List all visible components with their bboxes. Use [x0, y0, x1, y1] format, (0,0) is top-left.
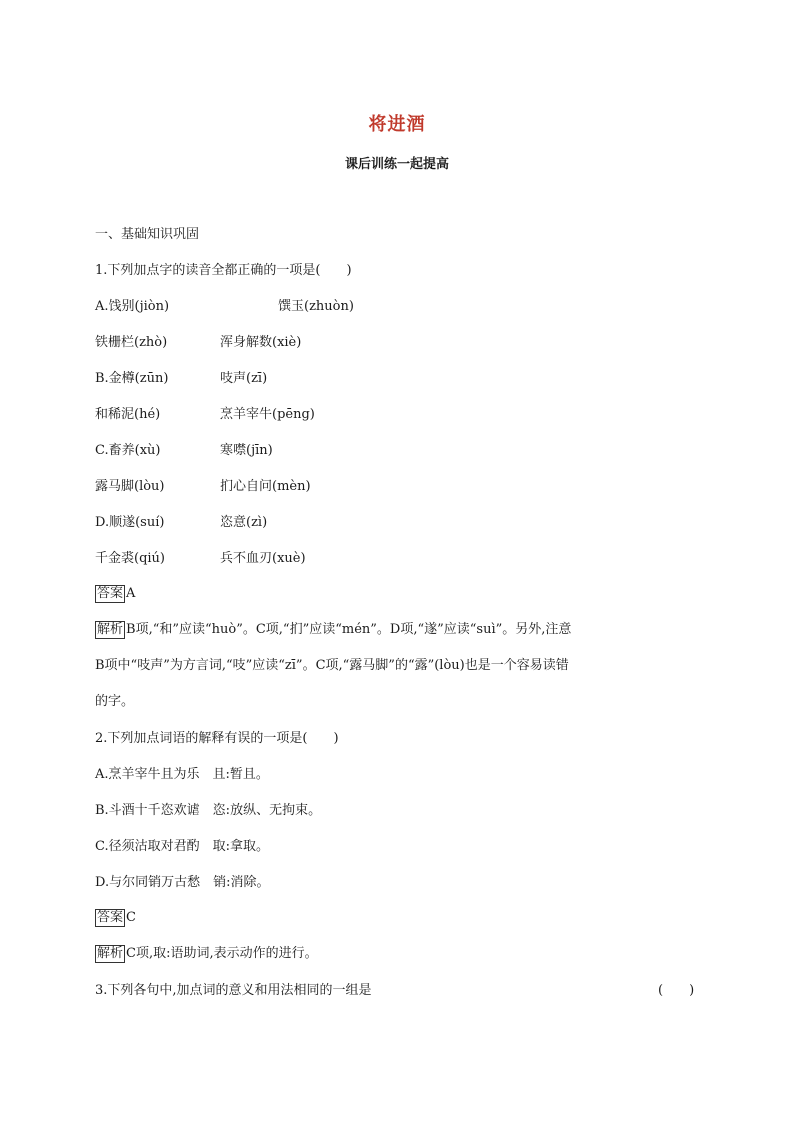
analysis-label: 解析: [97, 622, 124, 637]
answer-value: C: [126, 910, 136, 925]
q1-option-c-4: 扪心自问(mèn): [220, 479, 311, 494]
q1-option-a-2: 馔玉(zhuòn): [278, 299, 354, 314]
q1-option-c-1: C.畜养(xù): [95, 443, 161, 458]
q2-option-b: B.斗酒十千恣欢谑 恣:放纵、无拘束。: [95, 803, 322, 818]
answer-label: 答案: [97, 910, 124, 925]
page-title: 将进酒: [368, 114, 426, 135]
analysis-text: B项,“和”应读“huò”。C项,“扪”应读“mén”。D项,“遂”应读“suì”。另外,注意: [126, 622, 572, 637]
q1-option-d-2: 恣意(zì): [220, 515, 268, 530]
q1-analysis-line-3: 的字。: [95, 694, 135, 709]
q1-option-a-3: 铁栅栏(zhò): [95, 335, 168, 350]
q1-answer: [95, 585, 135, 603]
q2-option-a: A.烹羊宰牛且为乐 且:暂且。: [95, 767, 269, 782]
q1-option-b-3: 和稀泥(hé): [95, 407, 161, 422]
answer-label: 答案: [97, 586, 124, 601]
q2-analysis: [95, 945, 318, 963]
q1-option-c-2: 寒噤(jīn): [220, 443, 273, 458]
q1-option-d-3: 千金裘(qiú): [95, 551, 165, 566]
q2-option-d: D.与尔同销万古愁 销:消除。: [95, 875, 270, 890]
page-subtitle: 课后训练一起提高: [344, 157, 449, 172]
q1-analysis-line-2: B项中“吱声”为方言词,“吱”应读“zī”。C项,“露马脚”的“露”(lòu)也是一个容易读错: [95, 658, 569, 673]
question-3-answer-paren: ( ): [658, 983, 695, 998]
analysis-label: 解析: [97, 946, 124, 961]
answer-value: A: [126, 586, 136, 601]
q1-option-a-1: A.饯别(jiòn): [95, 299, 170, 314]
q1-option-d-4: 兵不血刃(xuè): [220, 551, 306, 566]
question-1-stem: 1.下列加点字的读音全都正确的一项是( ): [95, 263, 352, 278]
q1-option-b-4: 烹羊宰牛(pēng): [220, 407, 315, 422]
q1-option-d-1: D.顺遂(suí): [95, 515, 165, 530]
analysis-text: C项,取:语助词,表示动作的进行。: [126, 946, 318, 961]
question-2-stem: 2.下列加点词语的解释有误的一项是( ): [95, 731, 339, 746]
q1-analysis-line-1: [95, 621, 571, 639]
q1-option-b-1: B.金樽(zūn): [95, 371, 169, 386]
section-heading: 一、基础知识巩固: [95, 227, 200, 242]
q1-option-b-2: 吱声(zī): [220, 371, 268, 386]
q2-option-c: C.径须沽取对君酌 取:拿取。: [95, 839, 269, 854]
q1-option-a-4: 浑身解数(xiè): [220, 335, 302, 350]
q2-answer: [95, 909, 136, 927]
question-3-stem: 3.下列各句中,加点词的意义和用法相同的一组是: [95, 983, 372, 998]
q1-option-c-3: 露马脚(lòu): [95, 479, 165, 494]
